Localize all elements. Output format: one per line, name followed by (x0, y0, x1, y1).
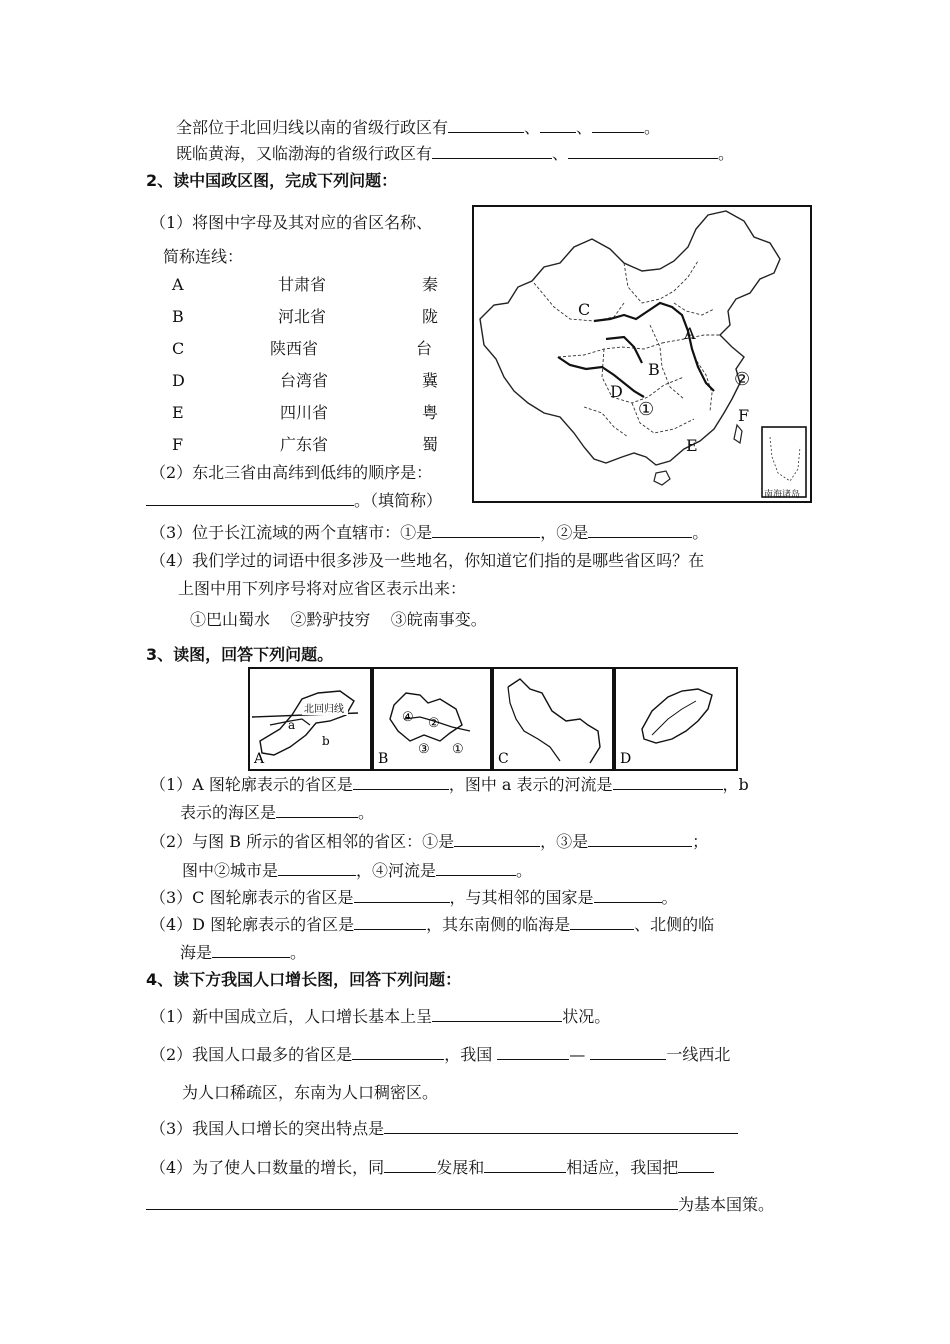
china-political-map (472, 205, 812, 503)
province-abbrev[interactable]: 陇 (422, 307, 439, 326)
answer-blank[interactable] (146, 1194, 678, 1210)
province-abbrev[interactable]: 台 (416, 339, 433, 358)
answer-blank[interactable] (588, 522, 692, 538)
q4-p1: （1）新中国成立后，人口增长基本上呈 状况。 (150, 1007, 611, 1026)
q2-p1a: （1）将图中字母及其对应的省区名称、 (150, 213, 433, 232)
q3-p1-line2: 表示的海区是 。 (180, 803, 375, 822)
answer-blank[interactable] (146, 490, 354, 506)
answer-blank[interactable] (540, 117, 576, 133)
thumb-b-mark-2: ② (428, 716, 440, 731)
province-name[interactable]: 台湾省 (280, 371, 329, 390)
letter[interactable]: A (172, 275, 184, 294)
answer-blank[interactable] (352, 1044, 444, 1060)
answer-blank[interactable] (278, 860, 356, 876)
south-china-sea-inset (762, 427, 806, 497)
answer-blank[interactable] (484, 1157, 566, 1173)
q3-p1-line1: （1）A 图轮廓表示的省区是 ，图中 a 表示的河流是 ，b (150, 775, 749, 794)
q4-p2-line1: （2）我国人口最多的省区是 ，我国 — 一线西北 (150, 1045, 731, 1064)
answer-blank[interactable] (354, 914, 426, 930)
q2-heading: 2、读中国政区图，完成下列问题： (146, 171, 398, 190)
q4-p2-line2: 为人口稀疏区，东南为人口稠密区。 (182, 1083, 439, 1102)
thumb-a-mark-b: b (322, 734, 330, 748)
q3-p2-line1: （2）与图 B 所示的省区相邻的省区：①是 ，③是 ； (150, 832, 709, 851)
answer-blank[interactable] (592, 117, 644, 133)
q2-p1b: 简称连线： (163, 247, 244, 266)
province-abbrev[interactable]: 蜀 (422, 435, 439, 454)
q2-p3: （3）位于长江流域的两个直辖市：①是 ，②是 。 (150, 523, 709, 542)
answer-blank[interactable] (497, 1044, 569, 1060)
answer-blank[interactable] (448, 117, 524, 133)
answer-blank[interactable] (353, 774, 449, 790)
answer-blank[interactable] (436, 860, 516, 876)
map-inset-label: 南海诸岛 (764, 490, 801, 500)
outline-thumb-b (372, 667, 492, 771)
answer-blank[interactable] (384, 1157, 436, 1173)
map-label-circle-2: ② (734, 369, 751, 390)
letter[interactable]: B (172, 307, 184, 326)
q2-p4a: （4）我们学过的词语中很多涉及一些地名，你知道它们指的是哪些省区吗？在 (150, 551, 705, 570)
answer-blank[interactable] (212, 942, 290, 958)
hainan-shape (654, 471, 670, 485)
outline-thumb-d (614, 667, 738, 771)
letter[interactable]: F (172, 435, 184, 454)
thumb-label-d: D (620, 751, 632, 767)
answer-blank[interactable] (384, 1118, 738, 1134)
thumb-label-c: C (498, 751, 509, 767)
answer-blank[interactable] (432, 143, 552, 159)
answer-blank[interactable] (568, 143, 718, 159)
q3-p4-line2: 海是 。 (180, 943, 307, 962)
province-abbrev[interactable]: 冀 (422, 371, 439, 390)
q4-heading: 4、读下方我国人口增长图，回答下列问题： (146, 970, 462, 989)
map-label-c: C (578, 300, 591, 319)
province-name[interactable]: 广东省 (280, 435, 329, 454)
letter[interactable]: E (172, 403, 184, 422)
q2-p2a: （2）东北三省由高纬到低纬的顺序是： (150, 463, 433, 482)
map-label-e: E (686, 436, 698, 455)
province-name[interactable]: 甘肃省 (278, 275, 327, 294)
thumb-label-b: B (378, 751, 389, 767)
letter[interactable]: D (172, 371, 185, 390)
answer-blank[interactable] (354, 887, 450, 903)
thumb-b-mark-3: ③ (418, 742, 430, 757)
taiwan-shape (734, 425, 742, 443)
q2-p4c: ①巴山蜀水 ②黔驴技穷 ③皖南事变。 (190, 610, 487, 629)
province-name[interactable]: 河北省 (278, 307, 327, 326)
thumb-b-mark-1: ① (452, 742, 464, 757)
answer-blank[interactable] (678, 1157, 714, 1173)
q3-p4-line1: （4）D 图轮廓表示的省区是 ，其东南侧的临海是 、北侧的临 (150, 915, 715, 934)
letter[interactable]: C (172, 339, 185, 358)
intro-line-2: 既临黄海，又临渤海的省级行政区有 、 。 (176, 144, 735, 163)
q2-p2-line: 。（填简称） (146, 490, 442, 512)
q4-p3: （3）我国人口增长的突出特点是 (150, 1118, 738, 1140)
province-name[interactable]: 四川省 (280, 403, 329, 422)
province-abbrev[interactable]: 秦 (422, 275, 439, 294)
thumb-label-a: A (254, 751, 265, 767)
province-abbrev[interactable]: 粤 (422, 403, 439, 422)
answer-blank[interactable] (588, 831, 692, 847)
answer-blank[interactable] (613, 774, 723, 790)
answer-blank[interactable] (590, 1044, 666, 1060)
province-name[interactable]: 陕西省 (270, 339, 319, 358)
outline-thumb-c (492, 667, 614, 771)
thumb-b-mark-4: ④ (402, 710, 414, 725)
thumb-a-mark-a: a (288, 718, 296, 732)
q3-p3: （3）C 图轮廓表示的省区是 ，与其相邻的国家是 。 (150, 888, 678, 907)
q4-p4-line2: 为基本国策。 (146, 1194, 774, 1216)
answer-blank[interactable] (570, 914, 634, 930)
answer-blank[interactable] (454, 831, 540, 847)
answer-blank[interactable] (432, 1006, 562, 1022)
tropic-of-cancer-label: 北回归线 (304, 704, 344, 715)
map-label-d: D (610, 382, 623, 401)
china-map-drawing (474, 207, 810, 501)
q3-heading: 3、读图，回答下列问题。 (146, 645, 334, 664)
answer-blank[interactable] (276, 802, 358, 818)
map-label-b: B (648, 360, 660, 379)
map-label-circle-1: ① (638, 399, 655, 420)
answer-blank[interactable] (432, 522, 540, 538)
outline-thumb-a (248, 667, 372, 771)
q3-p2-line2: 图中②城市是 ，④河流是 。 (182, 861, 533, 880)
intro-line-1: 全部位于北回归线以南的省级行政区有 、 、 。 (176, 118, 661, 137)
answer-blank[interactable] (594, 887, 662, 903)
q2-p4b: 上图中用下列序号将对应省区表示出来： (178, 579, 467, 598)
q4-p4-line1: （4）为了使人口数量的增长，同 发展和 相适应，我国把 (150, 1157, 714, 1179)
map-label-f: F (738, 406, 750, 425)
map-label-a: A (684, 324, 696, 343)
